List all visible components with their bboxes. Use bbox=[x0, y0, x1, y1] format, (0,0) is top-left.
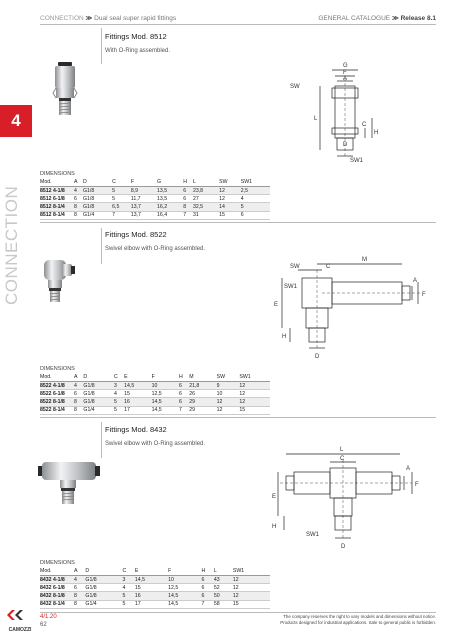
col-header: SW1 bbox=[239, 373, 270, 382]
cell: 5 bbox=[112, 195, 131, 203]
cell-model: 8512 8-1/4 bbox=[40, 203, 74, 211]
cell: 13,7 bbox=[131, 211, 157, 219]
table-header-row bbox=[40, 373, 270, 382]
cell: 6 bbox=[179, 398, 189, 406]
block2-subtitle: Swivel elbow with O-Ring assembled. bbox=[105, 246, 206, 252]
cell: 14 bbox=[219, 203, 241, 211]
cell: 5 bbox=[241, 203, 270, 211]
cell: 7 bbox=[201, 600, 213, 608]
cell-model: 8432 6-1/8 bbox=[40, 584, 74, 592]
page-number-sequential: 62 bbox=[40, 622, 47, 628]
cell: 2,5 bbox=[241, 187, 270, 195]
block3-product-photo bbox=[38, 458, 100, 506]
block2-title: Fittings Mod. 8522 bbox=[105, 230, 167, 239]
col-header: L bbox=[193, 178, 219, 187]
col-header: D bbox=[85, 567, 122, 576]
cell: 14,5 bbox=[152, 398, 179, 406]
cell: 17 bbox=[135, 600, 168, 608]
cell: 9 bbox=[217, 382, 240, 390]
cell: G1/8 bbox=[85, 576, 122, 584]
block3-title-separator bbox=[101, 422, 102, 458]
cell-model: 8522 8-1/4 bbox=[40, 406, 74, 414]
col-header: C bbox=[114, 373, 124, 382]
cell: 6 bbox=[241, 211, 270, 219]
block2-product-photo bbox=[40, 258, 78, 304]
cell: 52 bbox=[214, 584, 233, 592]
block2-dimensions-table bbox=[40, 373, 270, 415]
table-row bbox=[40, 576, 270, 584]
block1-title-separator bbox=[101, 28, 102, 64]
col-header: D bbox=[83, 178, 112, 187]
cell: 29 bbox=[189, 406, 216, 414]
cell: 4 bbox=[74, 576, 85, 584]
b1-lbl-sw1: SW1 bbox=[350, 158, 364, 163]
col-header: A bbox=[74, 567, 85, 576]
col-header: G bbox=[157, 178, 183, 187]
block2-dimensions-label: DIMENSIONS bbox=[40, 366, 75, 372]
cell: 8 bbox=[74, 398, 83, 406]
col-header: A bbox=[74, 373, 83, 382]
cell: 16,2 bbox=[157, 203, 183, 211]
cell-model: 8522 6-1/8 bbox=[40, 390, 74, 398]
cell: 14,5 bbox=[168, 600, 201, 608]
cell: 15 bbox=[135, 584, 168, 592]
col-header: E bbox=[135, 567, 168, 576]
cell: 13,7 bbox=[131, 203, 157, 211]
table-row bbox=[40, 187, 270, 195]
cell: 6 bbox=[201, 592, 213, 600]
col-header: C bbox=[123, 567, 135, 576]
footer-disclaimer bbox=[246, 614, 436, 626]
cell-model: 8432 4-1/8 bbox=[40, 576, 74, 584]
cell: 12 bbox=[239, 390, 270, 398]
block3-subtitle: Swivel elbow with O-Ring assembled. bbox=[105, 441, 206, 447]
cell: 6 bbox=[201, 576, 213, 584]
cell-model: 8512 6-1/8 bbox=[40, 195, 74, 203]
cell: 8 bbox=[74, 592, 85, 600]
table-row bbox=[40, 398, 270, 406]
cell: 10 bbox=[168, 576, 201, 584]
cell: 23,8 bbox=[193, 187, 219, 195]
block1-dimensions-table bbox=[40, 178, 270, 220]
b2-lbl-sw1: SW1 bbox=[284, 284, 298, 290]
b3-lbl-h: H bbox=[272, 524, 277, 530]
cell: 15 bbox=[219, 211, 241, 219]
cell-model: 8512 8-1/4 bbox=[40, 211, 74, 219]
cell: G1/4 bbox=[85, 600, 122, 608]
table-row bbox=[40, 203, 270, 211]
cell: 12 bbox=[217, 398, 240, 406]
header-arrow-2: ≫ bbox=[391, 15, 399, 22]
table-row bbox=[40, 382, 270, 390]
cell: G1/8 bbox=[83, 195, 112, 203]
cell: 10 bbox=[217, 390, 240, 398]
cell: 13,5 bbox=[157, 187, 183, 195]
cell: 14,5 bbox=[135, 576, 168, 584]
block1-divider bbox=[40, 222, 436, 223]
cell: 58 bbox=[214, 600, 233, 608]
col-header: A bbox=[74, 178, 83, 187]
cell: 12,5 bbox=[168, 584, 201, 592]
cell: 12 bbox=[233, 592, 270, 600]
b1-lbl-sw: SW bbox=[290, 84, 300, 90]
header-arrow: ≫ bbox=[85, 15, 93, 22]
col-header: SW1 bbox=[241, 178, 270, 187]
logo-mark-icon bbox=[6, 609, 34, 621]
block3-technical-drawing bbox=[272, 446, 442, 556]
col-header: SW1 bbox=[233, 567, 270, 576]
cell-model: 8522 8-1/8 bbox=[40, 398, 74, 406]
cell: 12 bbox=[239, 382, 270, 390]
cell: 26 bbox=[189, 390, 216, 398]
cell: 6 bbox=[179, 382, 189, 390]
cell: G1/8 bbox=[83, 203, 112, 211]
cell: 8 bbox=[74, 600, 85, 608]
cell: 5 bbox=[123, 600, 135, 608]
col-header: L bbox=[214, 567, 233, 576]
cell: G1/8 bbox=[83, 398, 114, 406]
cell: 14,5 bbox=[124, 382, 151, 390]
cell: 16,4 bbox=[157, 211, 183, 219]
disclaimer-line-2: Products designed for industrial applications. Sale to general public is forbidden. bbox=[280, 620, 436, 625]
cell-model: 8432 8-1/4 bbox=[40, 600, 74, 608]
footer-divider bbox=[40, 612, 436, 613]
col-header: Mod. bbox=[40, 567, 74, 576]
cell: 4 bbox=[241, 195, 270, 203]
cell: 6,5 bbox=[112, 203, 131, 211]
chapter-tab: 4 bbox=[0, 105, 32, 137]
table-header-row bbox=[40, 567, 270, 576]
cell: 50 bbox=[214, 592, 233, 600]
b2-lbl-m: M bbox=[362, 257, 367, 263]
cell: 10 bbox=[152, 382, 179, 390]
b3-lbl-l: L bbox=[340, 447, 344, 453]
cell: 5 bbox=[114, 398, 124, 406]
header-catalogue bbox=[318, 14, 436, 22]
block1-dimensions-label: DIMENSIONS bbox=[40, 171, 75, 177]
cell: 8,9 bbox=[131, 187, 157, 195]
cell: 13,5 bbox=[157, 195, 183, 203]
block2-title-separator bbox=[101, 228, 102, 264]
cell: 12 bbox=[217, 406, 240, 414]
cell: 5 bbox=[123, 592, 135, 600]
vertical-label-text: CONNECTION bbox=[2, 185, 21, 305]
b2-lbl-h: H bbox=[282, 334, 287, 340]
cell-model: 8512 4-1/8 bbox=[40, 187, 74, 195]
cell: 5 bbox=[114, 406, 124, 414]
b2-lbl-e: E bbox=[274, 302, 279, 308]
col-header: H bbox=[201, 567, 213, 576]
col-header: Mod. bbox=[40, 178, 74, 187]
cell: 12 bbox=[219, 195, 241, 203]
cell: 21,8 bbox=[189, 382, 216, 390]
block3-title: Fittings Mod. 8432 bbox=[105, 425, 167, 434]
b3-lbl-d: D bbox=[341, 544, 346, 550]
cell: 7 bbox=[179, 406, 189, 414]
block3-dimensions-label: DIMENSIONS bbox=[40, 560, 75, 566]
cell: 14,5 bbox=[168, 592, 201, 600]
table-row bbox=[40, 600, 270, 608]
cell: 29 bbox=[189, 398, 216, 406]
vertical-section-label bbox=[2, 185, 24, 310]
cell: G1/8 bbox=[83, 390, 114, 398]
block1-technical-drawing bbox=[290, 58, 440, 163]
cell: 7 bbox=[112, 211, 131, 219]
cell: 6 bbox=[183, 195, 193, 203]
cell: 15 bbox=[124, 390, 151, 398]
cell: 8 bbox=[74, 203, 83, 211]
col-header: H bbox=[179, 373, 189, 382]
header-section: CONNECTION bbox=[40, 15, 84, 22]
cell: 17 bbox=[124, 406, 151, 414]
cell: G1/4 bbox=[83, 211, 112, 219]
cell: G1/4 bbox=[83, 406, 114, 414]
cell: 8 bbox=[74, 406, 83, 414]
cell: G1/8 bbox=[85, 592, 122, 600]
b1-lbl-h: H bbox=[374, 130, 379, 136]
b2-lbl-f: F bbox=[422, 292, 426, 298]
cell: 7 bbox=[183, 211, 193, 219]
cell: 12 bbox=[239, 398, 270, 406]
cell: 3 bbox=[114, 382, 124, 390]
table-row bbox=[40, 406, 270, 414]
cell: 4 bbox=[74, 187, 83, 195]
cell: 14,5 bbox=[152, 406, 179, 414]
cell: 6 bbox=[74, 195, 83, 203]
block1-product-photo bbox=[50, 62, 80, 118]
logo-text: CAMOZZI bbox=[8, 627, 32, 633]
col-header: SW bbox=[219, 178, 241, 187]
b2-lbl-a: A bbox=[413, 278, 418, 284]
cell: 6 bbox=[179, 390, 189, 398]
header-title: Dual seal super rapid fittings bbox=[94, 15, 177, 22]
b1-lbl-f: F bbox=[343, 70, 347, 76]
release-label: Release 8.1 bbox=[400, 15, 436, 22]
cell-model: 8432 8-1/8 bbox=[40, 592, 74, 600]
col-header: Mod. bbox=[40, 373, 74, 382]
cell: 12,5 bbox=[152, 390, 179, 398]
table-row bbox=[40, 211, 270, 219]
col-header: F bbox=[131, 178, 157, 187]
header-divider bbox=[40, 24, 436, 25]
b1-lbl-l: L bbox=[314, 116, 318, 122]
cell: 27 bbox=[193, 195, 219, 203]
b3-lbl-sw1: SW1 bbox=[306, 532, 320, 538]
cell: 16 bbox=[135, 592, 168, 600]
b3-lbl-c: C bbox=[340, 456, 345, 462]
cell: 6 bbox=[183, 187, 193, 195]
cell: 5 bbox=[112, 187, 131, 195]
disclaimer-line-1: The company reserves the right to vary models and dimensions without notice. bbox=[283, 614, 436, 619]
cell: 4 bbox=[74, 382, 83, 390]
block1-subtitle: With O-Ring assembled. bbox=[105, 48, 171, 54]
b3-lbl-e: E bbox=[272, 494, 277, 500]
company-logo bbox=[6, 608, 34, 633]
block2-technical-drawing bbox=[262, 250, 442, 370]
b2-lbl-sw: SW bbox=[290, 264, 300, 270]
b1-lbl-c: C bbox=[362, 122, 367, 128]
cell: 6 bbox=[74, 390, 83, 398]
cell-model: 8522 4-1/8 bbox=[40, 382, 74, 390]
catalogue-label: GENERAL CATALOGUE bbox=[318, 15, 391, 22]
table-header-row bbox=[40, 178, 270, 187]
block2-divider bbox=[40, 417, 436, 418]
cell: G1/8 bbox=[83, 187, 112, 195]
cell: 15 bbox=[233, 600, 270, 608]
cell: G1/8 bbox=[85, 584, 122, 592]
cell: 11,7 bbox=[131, 195, 157, 203]
col-header: D bbox=[83, 373, 114, 382]
table-row bbox=[40, 584, 270, 592]
b1-lbl-g: G bbox=[343, 63, 348, 69]
header-breadcrumb bbox=[40, 14, 176, 22]
block3-dimensions-table bbox=[40, 567, 270, 609]
col-header: SW bbox=[217, 373, 240, 382]
cell: 31 bbox=[193, 211, 219, 219]
cell: 43 bbox=[214, 576, 233, 584]
col-header: F bbox=[168, 567, 201, 576]
page-number: 4/1.20 bbox=[40, 614, 57, 620]
cell: 4 bbox=[114, 390, 124, 398]
cell: 12 bbox=[219, 187, 241, 195]
table-row bbox=[40, 592, 270, 600]
col-header: F bbox=[152, 373, 179, 382]
cell: 6 bbox=[201, 584, 213, 592]
b3-lbl-a: A bbox=[406, 466, 411, 472]
col-header: E bbox=[124, 373, 151, 382]
cell: 8 bbox=[74, 211, 83, 219]
cell: 15 bbox=[239, 406, 270, 414]
cell: G1/8 bbox=[83, 382, 114, 390]
cell: 8 bbox=[183, 203, 193, 211]
col-header: H bbox=[183, 178, 193, 187]
table-row bbox=[40, 390, 270, 398]
block1-title: Fittings Mod. 8512 bbox=[105, 32, 167, 41]
b1-lbl-d: D bbox=[343, 142, 348, 148]
cell: 16 bbox=[124, 398, 151, 406]
col-header: M bbox=[189, 373, 216, 382]
b2-lbl-d: D bbox=[315, 354, 320, 360]
cell: 3 bbox=[123, 576, 135, 584]
cell: 6 bbox=[74, 584, 85, 592]
b2-lbl-c: C bbox=[326, 264, 331, 270]
cell: 4 bbox=[123, 584, 135, 592]
cell: 32,5 bbox=[193, 203, 219, 211]
cell: 12 bbox=[233, 584, 270, 592]
cell: 12 bbox=[233, 576, 270, 584]
col-header: C bbox=[112, 178, 131, 187]
table-row bbox=[40, 195, 270, 203]
b1-lbl-a: A bbox=[343, 76, 348, 82]
b3-lbl-f: F bbox=[415, 482, 419, 488]
